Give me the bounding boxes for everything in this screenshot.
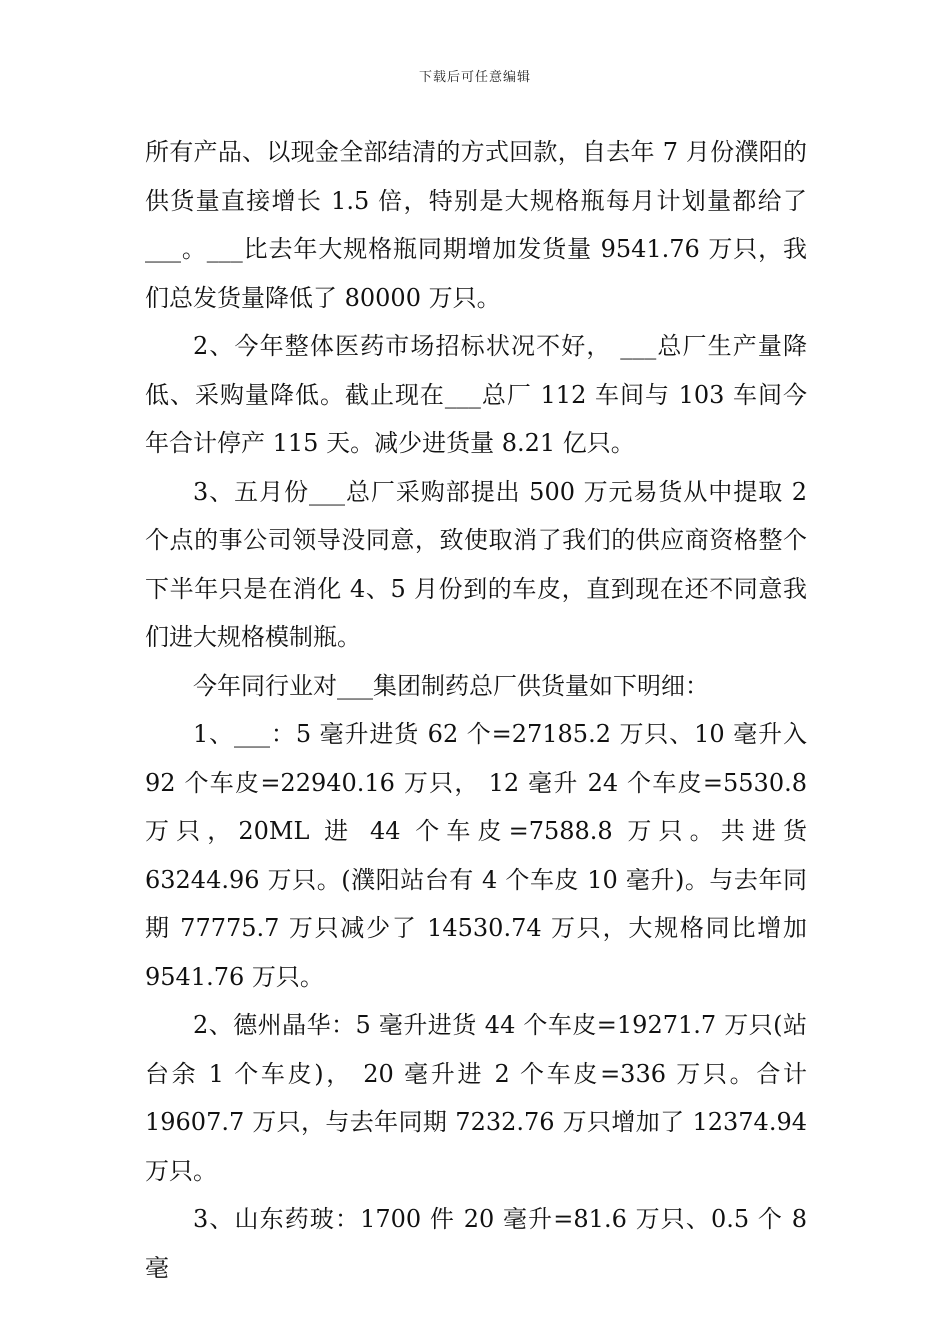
paragraph-7: 3、山东药玻：1700 件 20 毫升=81.6 万只、0.5 个 8 毫 <box>145 1205 807 1282</box>
document-body <box>145 128 807 1292</box>
paragraph-3: 3、五月份___总厂采购部提出 500 万元易货从中提取 2 个点的事公司领导没同意，致使取消了我们的供应商资格整个下半年只是在消化 4、5 月份到的车皮，直到现在还不同意我们进大规格模制瓶。 <box>145 477 807 651</box>
paragraph-4: 今年同行业对___集团制药总厂供货量如下明细： <box>193 671 709 700</box>
page-header: 下载后可任意编辑 <box>418 70 531 85</box>
paragraph-2: 2、今年整体医药市场招标状况不好， ___总厂生产量降低、采购量降低。截止现在___总厂 112 车间与 103 车间今年合计停产 115 天。减少进货量 8.21 亿只。 <box>145 332 807 457</box>
paragraph-5: 1、___：5 毫升进货 62 个=27185.2 万只、10 毫升入 92 个车皮=22940.16 万只， 12 毫升 24 个车皮=5530.8 万只，20ML 进 44 个车皮=7588.8 万只。共进货 63244.96 万只。(濮阳站台有 4 个车皮 10 毫升)。与去年同期 77775.7 万只减少了 14530.74 万只，大规格同比增加 9541.76 万只。 <box>145 720 807 991</box>
paragraph-1: 所有产品、以现金全部结清的方式回款，自去年 7 月份濮阳的供货量直接增长 1.5 倍，特别是大规格瓶每月计划量都给了___。___比去年大规格瓶同期增加发货量 9541.76 万只，我们总发货量降低了 80000 万只。 <box>145 138 807 312</box>
paragraph-6: 2、德州晶华：5 毫升进货 44 个车皮=19271.7 万只(站台余 1 个车皮)， 20 毫升进 2 个车皮=336 万只。合计 19607.7 万只，与去年同期 7232.76 万只增加了 12374.94 万只。 <box>145 1011 807 1185</box>
